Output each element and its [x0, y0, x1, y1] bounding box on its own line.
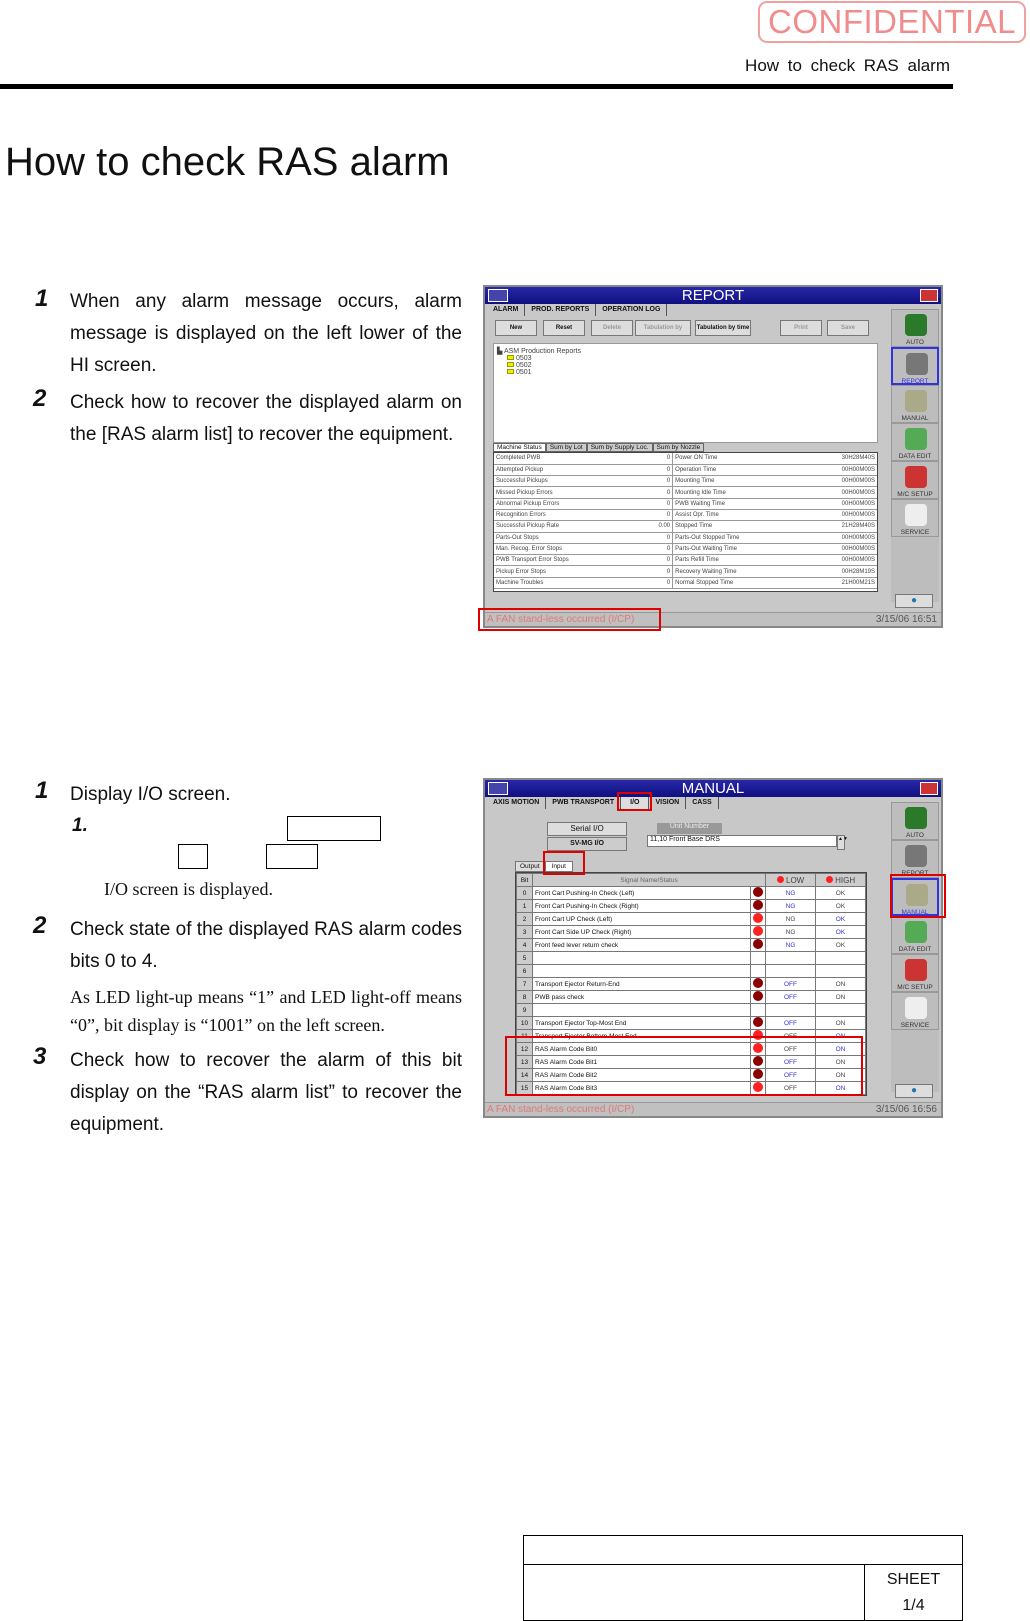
- step-note: I/O screen is displayed.: [104, 879, 273, 899]
- unit-spinner[interactable]: ▲▼: [837, 835, 845, 850]
- led-cell: [751, 965, 766, 978]
- side-button-label: DATA EDIT: [898, 946, 932, 953]
- tree-root[interactable]: ▙ ASM Production Reports: [497, 348, 581, 355]
- stats-cell: 0: [642, 555, 673, 566]
- tab-cass[interactable]: CASS: [686, 797, 718, 809]
- stats-cell: 0: [642, 577, 673, 588]
- high-value[interactable]: ON: [816, 1043, 866, 1056]
- stats-cell: Stopped Time: [673, 521, 805, 532]
- signal-name: RAS Alarm Code Bit1: [533, 1056, 751, 1069]
- bit-number: 3: [517, 926, 533, 939]
- stats-cell: 0: [642, 464, 673, 475]
- report-button[interactable]: Tabulation by: [635, 320, 691, 336]
- low-value[interactable]: NG: [766, 926, 816, 939]
- io-row: [517, 1017, 866, 1030]
- alarm-message[interactable]: A FAN stand-less occurred (I/CP): [487, 1104, 635, 1115]
- stats-cell: Completed PWB: [494, 453, 642, 464]
- tab-prod-reports[interactable]: PROD. REPORTS: [525, 304, 596, 316]
- stats-row: [494, 532, 877, 543]
- high-value[interactable]: ON: [816, 1082, 866, 1095]
- signal-name: Transport Ejector Return-End: [533, 978, 751, 991]
- low-value[interactable]: OFF: [766, 1056, 816, 1069]
- stats-cell: 00H28M19S: [805, 566, 877, 577]
- stats-cell: Parts-Out Stopped Time: [673, 532, 805, 543]
- unit-number-select[interactable]: 11,10 Front Base DRS: [647, 835, 837, 847]
- tree-folder[interactable]: [507, 355, 874, 362]
- folder-label: 0503: [516, 355, 532, 362]
- side-button-auto[interactable]: [891, 802, 939, 840]
- stats-cell: 30H28M40S: [805, 453, 877, 464]
- bit-number: 7: [517, 978, 533, 991]
- substep-number: 1.: [72, 815, 88, 836]
- report-icon: [906, 353, 928, 375]
- step-text: Check how to recover the displayed alarm on the [RAS alarm list] to recover the equipment.: [70, 392, 462, 445]
- io-row: [517, 991, 866, 1004]
- step-note: As LED light-up means “1” and LED light-off means “0”, bit display is “1001” on the left screen.: [70, 987, 462, 1035]
- step-text: Check state of the displayed RAS alarm codes bits 0 to 4.: [70, 919, 462, 972]
- signal-name: RAS Alarm Code Bit0: [533, 1043, 751, 1056]
- led-indicator-icon: [753, 887, 763, 897]
- stats-cell: 00H00M00S: [805, 543, 877, 554]
- step-number: 1: [35, 777, 49, 804]
- tree-folder[interactable]: [507, 362, 874, 369]
- title-bar: [485, 780, 941, 797]
- led-cell: [751, 887, 766, 900]
- stats-cell: Successful Pickup Rate: [494, 521, 642, 532]
- stats-cell: 0: [642, 487, 673, 498]
- highlight-ras-bits: [505, 1036, 863, 1096]
- led-indicator-icon: [753, 1017, 763, 1027]
- folder-icon: [507, 369, 514, 374]
- auto-icon: [905, 314, 927, 336]
- low-value[interactable]: NG: [766, 900, 816, 913]
- report-tabs: [487, 304, 667, 316]
- report-button[interactable]: Tabulation by time: [695, 320, 751, 336]
- side-button-label: AUTO: [906, 832, 924, 839]
- serial-io-button[interactable]: Serial I/O: [547, 822, 627, 836]
- bit-number: 15: [517, 1082, 533, 1095]
- close-icon[interactable]: [920, 782, 938, 795]
- header-rule: [0, 84, 953, 89]
- led-cell: [751, 952, 766, 965]
- stats-row: [494, 498, 877, 509]
- high-value[interactable]: OK: [816, 939, 866, 952]
- side-button-auto[interactable]: [891, 309, 939, 347]
- signal-name: RAS Alarm Code Bit3: [533, 1082, 751, 1095]
- step-text: When any alarm message occurs, alarm message is displayed on the left lower of the HI screen.: [70, 291, 462, 376]
- report-button[interactable]: Reset: [543, 320, 585, 336]
- report-button[interactable]: Save: [827, 320, 869, 336]
- io-row: [517, 978, 866, 991]
- step-number: 2: [33, 912, 47, 939]
- window-title: REPORT: [681, 287, 745, 304]
- globe-icon[interactable]: ●: [895, 1084, 933, 1098]
- step-number: 1: [35, 285, 49, 312]
- stats-cell: Power ON Time: [673, 453, 805, 464]
- side-button-service[interactable]: [891, 992, 939, 1030]
- led-indicator-icon: [753, 926, 763, 936]
- signal-name: Front Cart Side UP Check (Right): [533, 926, 751, 939]
- menu-icon: [488, 782, 508, 795]
- signal-name: [533, 1004, 751, 1017]
- clock: 3/15/06 16:51: [875, 614, 937, 625]
- step-text: Check how to recover the alarm of this bit display on the “RAS alarm list” to recover the equipment.: [70, 1050, 462, 1135]
- stats-cell: 00H00M00S: [805, 487, 877, 498]
- io-row: [517, 939, 866, 952]
- stats-cell: Abnormal Pickup Errors: [494, 498, 642, 509]
- window-title: MANUAL: [681, 780, 745, 797]
- signal-name: [533, 952, 751, 965]
- stats-row: [494, 509, 877, 520]
- report-button[interactable]: New: [495, 320, 537, 336]
- led-cell: [751, 978, 766, 991]
- led-indicator-icon: [753, 991, 763, 1001]
- side-button-label: DATA EDIT: [898, 453, 932, 460]
- side-button-data-edit[interactable]: [891, 423, 939, 461]
- globe-icon[interactable]: ●: [895, 594, 933, 608]
- low-value[interactable]: OFF: [766, 991, 816, 1004]
- unit-number-label: Unit Number: [657, 823, 722, 834]
- tab-pwb-transport[interactable]: PWB TRANSPORT: [546, 797, 621, 809]
- stats-cell: 0: [642, 509, 673, 520]
- low-value[interactable]: OFF: [766, 1017, 816, 1030]
- high-value[interactable]: [816, 1004, 866, 1017]
- col-signal: Signal Name/Status: [533, 874, 766, 887]
- stats-cell: 00H00M00S: [805, 476, 877, 487]
- stats-cell: Man. Recog. Error Stops: [494, 543, 642, 554]
- high-value[interactable]: ON: [816, 1017, 866, 1030]
- tab-input[interactable]: Input: [545, 861, 573, 872]
- led-cell: [751, 900, 766, 913]
- report-icon: [905, 845, 927, 867]
- title-block: [523, 1535, 963, 1621]
- tree-folder[interactable]: [507, 369, 874, 376]
- low-value[interactable]: OFF: [766, 1043, 816, 1056]
- confidential-stamp: CONFIDENTIAL: [758, 1, 1026, 43]
- side-button-m-c-setup[interactable]: [891, 954, 939, 992]
- stats-cell: 00H00M00S: [805, 509, 877, 520]
- stats-row: [494, 577, 877, 588]
- subtab[interactable]: Machine Status: [493, 443, 546, 452]
- side-button-label: M/C SETUP: [897, 491, 933, 498]
- step-number: 2: [33, 385, 47, 412]
- stats-cell: Recovery Waiting Time: [673, 566, 805, 577]
- stats-cell: 0: [642, 566, 673, 577]
- bit-number: 4: [517, 939, 533, 952]
- sheet-number: 1/4: [902, 1597, 925, 1614]
- high-value[interactable]: OK: [816, 887, 866, 900]
- side-menu: [891, 802, 939, 1092]
- stats-cell: Mounting Idle Time: [673, 487, 805, 498]
- side-menu: [891, 309, 939, 602]
- sv-mg-io-button[interactable]: SV-MG I/O: [547, 837, 627, 851]
- side-button-label: AUTO: [906, 339, 924, 346]
- report-tree: [493, 343, 878, 443]
- signal-name: Front Cart Pushing-In Check (Right): [533, 900, 751, 913]
- subtab[interactable]: Sum by Supply Loc.: [587, 443, 653, 452]
- status-bar: [485, 1102, 941, 1116]
- side-button-report[interactable]: [891, 840, 939, 878]
- stats-cell: Parts Refill Time: [673, 555, 805, 566]
- bit-number: 9: [517, 1004, 533, 1017]
- side-button-label: REPORT: [901, 870, 929, 877]
- stats-cell: Pickup Error Stops: [494, 566, 642, 577]
- col-bit: Bit: [517, 874, 533, 887]
- folder-label: 0502: [516, 362, 532, 369]
- highlight-io-tab: [617, 792, 652, 811]
- col-high: HIGH: [835, 875, 856, 885]
- stats-cell: 00H00M00S: [805, 532, 877, 543]
- signal-name: Front Cart Pushing-In Check (Left): [533, 887, 751, 900]
- stats-cell: PWB Transport Error Stops: [494, 555, 642, 566]
- led-cell: [751, 991, 766, 1004]
- side-button-label: SERVICE: [900, 1022, 930, 1029]
- step-text: Display I/O screen.: [70, 784, 231, 805]
- bit-number: 11: [517, 1030, 533, 1043]
- close-icon[interactable]: [920, 289, 938, 302]
- stats-cell: Assist Opr. Time: [673, 509, 805, 520]
- blank-box: [178, 844, 208, 869]
- m-c-setup-icon: [905, 959, 927, 981]
- signal-name: Transport Ejector Bottom-Most End: [533, 1030, 751, 1043]
- side-button-report[interactable]: [891, 347, 939, 385]
- stats-cell: 00H00M00S: [805, 555, 877, 566]
- side-button-label: M/C SETUP: [897, 984, 933, 991]
- sheet-label: SHEET: [886, 1571, 941, 1588]
- folder-icon: [507, 362, 514, 367]
- tab-operation-log[interactable]: OPERATION LOG: [596, 304, 667, 316]
- bit-number: 12: [517, 1043, 533, 1056]
- led-icon: [826, 876, 833, 883]
- io-row: [517, 926, 866, 939]
- stats-cell: 00H00M00S: [805, 498, 877, 509]
- stats-cell: 0: [642, 476, 673, 487]
- led-cell: [751, 1004, 766, 1017]
- led-indicator-icon: [753, 939, 763, 949]
- io-row: [517, 913, 866, 926]
- side-button-label: MANUAL: [901, 415, 929, 422]
- high-value[interactable]: OK: [816, 913, 866, 926]
- stats-cell: Successful Pickups: [494, 476, 642, 487]
- title-bar: [485, 287, 941, 304]
- folder-label: 0501: [516, 369, 532, 376]
- tab-alarm[interactable]: ALARM: [487, 304, 525, 316]
- high-value[interactable]: ON: [816, 1056, 866, 1069]
- menu-icon: [488, 289, 508, 302]
- stats-row: [494, 476, 877, 487]
- stats-cell: 0: [642, 543, 673, 554]
- manual-icon: [905, 390, 927, 412]
- led-indicator-icon: [753, 913, 763, 923]
- alarm-message[interactable]: A FAN stand-less occurred (I/CP): [487, 614, 635, 625]
- stats-cell: Parts-Out Stops: [494, 532, 642, 543]
- data-edit-icon: [905, 921, 927, 943]
- stats-cell: 21H00M21S: [805, 577, 877, 588]
- running-header: How to check RAS alarm: [745, 56, 950, 75]
- low-value[interactable]: OFF: [766, 1030, 816, 1043]
- stats-row: [494, 464, 877, 475]
- high-value[interactable]: [816, 965, 866, 978]
- tab-vision[interactable]: VISION: [649, 797, 686, 809]
- stats-row: [494, 555, 877, 566]
- stats-row: [494, 566, 877, 577]
- data-edit-icon: [905, 428, 927, 450]
- led-cell: [751, 1017, 766, 1030]
- low-value[interactable]: NG: [766, 887, 816, 900]
- stats-cell: Parts-Out Waiting Time: [673, 543, 805, 554]
- io-row: [517, 1004, 866, 1017]
- io-row: [517, 965, 866, 978]
- bit-number: 1: [517, 900, 533, 913]
- bit-number: 2: [517, 913, 533, 926]
- bit-number: 5: [517, 952, 533, 965]
- led-icon: [777, 876, 784, 883]
- tab-output[interactable]: Output: [515, 861, 545, 872]
- io-row: [517, 952, 866, 965]
- high-value[interactable]: ON: [816, 978, 866, 991]
- bit-number: 13: [517, 1056, 533, 1069]
- bit-number: 10: [517, 1017, 533, 1030]
- blank-box: [266, 844, 318, 869]
- high-value[interactable]: ON: [816, 991, 866, 1004]
- led-cell: [751, 939, 766, 952]
- clock: 3/15/06 16:56: [875, 1104, 937, 1115]
- manual-tabs: [487, 797, 719, 809]
- signal-name: Transport Ejector Top-Most End: [533, 1017, 751, 1030]
- subtab[interactable]: Sum by Nozzle: [653, 443, 705, 452]
- io-row: [517, 900, 866, 913]
- low-value[interactable]: [766, 952, 816, 965]
- signal-name: PWB pass check: [533, 991, 751, 1004]
- side-button-manual[interactable]: [891, 385, 939, 423]
- stats-cell: Attempted Pickup: [494, 464, 642, 475]
- stats-cell: 0: [642, 498, 673, 509]
- stats-cell: 0: [642, 532, 673, 543]
- high-value[interactable]: OK: [816, 900, 866, 913]
- m-c-setup-icon: [905, 466, 927, 488]
- stats-cell: 0.00: [642, 521, 673, 532]
- stats-cell: Normal Stopped Time: [673, 577, 805, 588]
- stats-row: [494, 543, 877, 554]
- stats-cell: Missed Pickup Errors: [494, 487, 642, 498]
- stats-cell: Machine Troubles: [494, 577, 642, 588]
- low-value[interactable]: OFF: [766, 978, 816, 991]
- side-button-label: MANUAL: [901, 909, 929, 916]
- auto-icon: [905, 807, 927, 829]
- report-button[interactable]: Print: [780, 320, 822, 336]
- led-cell: [751, 926, 766, 939]
- low-value[interactable]: [766, 965, 816, 978]
- service-icon: [905, 997, 927, 1019]
- side-button-data-edit[interactable]: [891, 916, 939, 954]
- high-value[interactable]: ON: [816, 1030, 866, 1043]
- highlight-input-tab: [543, 851, 585, 875]
- stats-cell: 21H28M40S: [805, 521, 877, 532]
- stats-cell: PWB Waiting Time: [673, 498, 805, 509]
- report-button[interactable]: Delete: [591, 320, 633, 336]
- low-value[interactable]: NG: [766, 913, 816, 926]
- signal-name: Front Cart UP Check (Left): [533, 913, 751, 926]
- led-indicator-icon: [753, 900, 763, 910]
- service-icon: [905, 504, 927, 526]
- tab-axis-motion[interactable]: AXIS MOTION: [487, 797, 546, 809]
- bit-number: 6: [517, 965, 533, 978]
- led-indicator-icon: [753, 978, 763, 988]
- machine-status-table: [493, 452, 878, 592]
- stats-cell: 00H00M00S: [805, 464, 877, 475]
- page-title: How to check RAS alarm: [5, 140, 450, 184]
- high-value[interactable]: [816, 952, 866, 965]
- low-value[interactable]: OFF: [766, 1069, 816, 1082]
- stats-cell: Operation Time: [673, 464, 805, 475]
- bit-number: 14: [517, 1069, 533, 1082]
- side-button-m-c-setup[interactable]: [891, 461, 939, 499]
- side-button-label: REPORT: [901, 378, 929, 385]
- subtab[interactable]: Sum by Lot: [546, 443, 587, 452]
- bit-number: 0: [517, 887, 533, 900]
- led-cell: [751, 913, 766, 926]
- stats-row: [494, 521, 877, 532]
- folder-icon: [507, 355, 514, 360]
- stats-cell: 0: [642, 453, 673, 464]
- step-number: 3: [33, 1043, 47, 1070]
- side-button-label: SERVICE: [900, 529, 930, 536]
- bit-number: 8: [517, 991, 533, 1004]
- col-low: LOW: [786, 875, 805, 885]
- low-value[interactable]: OFF: [766, 1082, 816, 1095]
- side-button-service[interactable]: [891, 499, 939, 537]
- high-value[interactable]: OK: [816, 926, 866, 939]
- stats-row: [494, 453, 877, 464]
- signal-name: [533, 965, 751, 978]
- stats-cell: Recognition Errors: [494, 509, 642, 520]
- signal-name: RAS Alarm Code Bit2: [533, 1069, 751, 1082]
- low-value[interactable]: NG: [766, 939, 816, 952]
- tab-i-o[interactable]: I/O: [621, 797, 649, 809]
- highlight-alarm-message: [478, 608, 661, 631]
- highlight-manual-button: [890, 874, 946, 918]
- io-row: [517, 887, 866, 900]
- blank-box: [287, 816, 381, 841]
- stats-row: [494, 487, 877, 498]
- report-screen: [483, 285, 943, 628]
- signal-name: Front feed lever return check: [533, 939, 751, 952]
- high-value[interactable]: ON: [816, 1069, 866, 1082]
- low-value[interactable]: [766, 1004, 816, 1017]
- stats-cell: Mounting Time: [673, 476, 805, 487]
